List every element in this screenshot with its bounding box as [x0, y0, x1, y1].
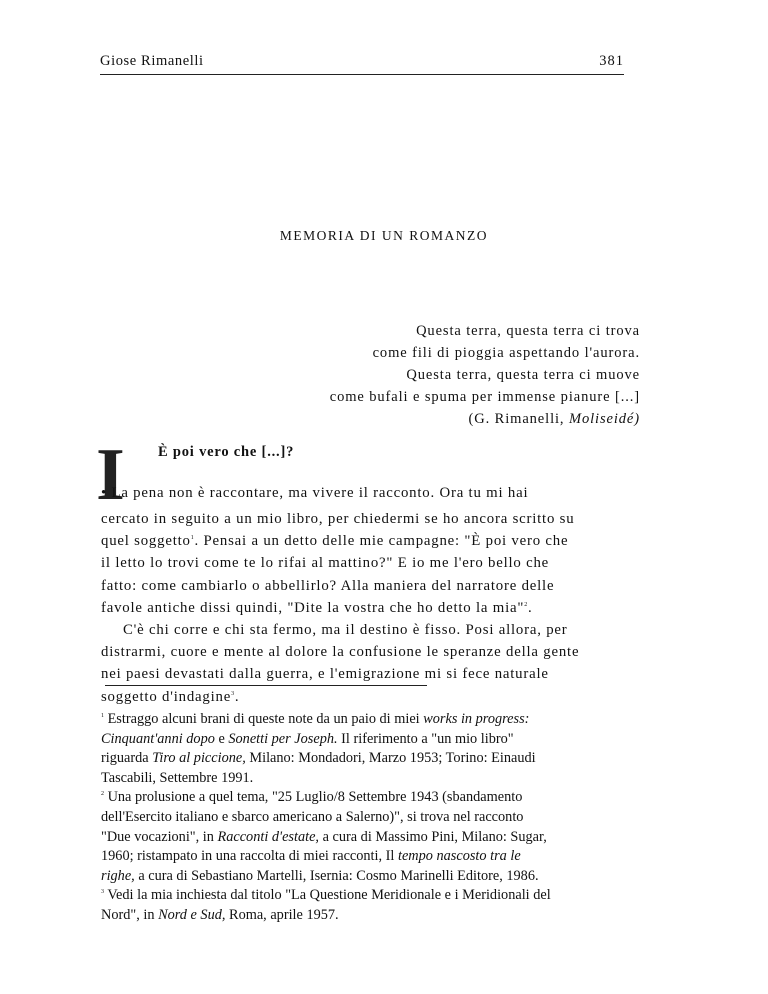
epigraph-line: Questa terra, questa terra ci muove — [406, 367, 640, 383]
footnote-italic: Racconti d'estate, — [217, 828, 320, 845]
section-heading: È poi vero che [...]? — [158, 444, 295, 460]
body-line: fatto: come cambiarlo o abbellirlo? Alla maniera del narratore delle — [101, 577, 555, 594]
footnote-line — [101, 906, 628, 926]
epigraph-attribution — [330, 408, 640, 430]
body-text-span: . — [234, 688, 240, 705]
footnote-text: Estraggo alcuni brani di queste note da un paio di miei — [104, 711, 424, 727]
footnote-text: 1960; ristampato in una raccolta di miei racconti, Il — [101, 848, 398, 865]
footnote-text: Vedi la mia inchiesta dal titolo "La Questione Meridionale e i Meridionali del — [104, 887, 551, 904]
footnote-line — [101, 788, 628, 808]
body-line — [101, 686, 637, 708]
footnote-ref[interactable]: 1 — [190, 535, 195, 542]
footnote-text: Milano: Mondadori, Marzo 1953; Torino: Einaudi — [245, 750, 536, 767]
footnote-text: Una prolusione a quel tema, "25 Luglio/8 Settembre 1943 (sbandamento — [104, 789, 523, 806]
footnote-text: "Due vocazioni", in — [101, 828, 218, 845]
footnote-line: dell'Esercito italiano e sbarco americano a Salerno)", si trova nel racconto — [101, 808, 524, 825]
footnote-text: Nord", in — [101, 906, 159, 923]
body-text-span: quel soggetto — [101, 533, 191, 550]
footnote-italic: tempo nascosto tra le — [397, 848, 521, 865]
footnote-text: Il riferimento a "un mio libro" — [337, 730, 514, 747]
epigraph-line: come bufali e spuma per immense pianure [...] — [329, 389, 640, 405]
footnote-mark: 1 — [101, 713, 104, 720]
footnote-line — [101, 886, 628, 906]
footnote-italic: Sonetti per Joseph. — [228, 730, 338, 747]
footnote-text: riguarda — [101, 750, 153, 767]
footnote-line — [101, 730, 628, 750]
body-line — [101, 597, 637, 619]
footnotes — [101, 710, 628, 926]
footnote-line — [101, 749, 628, 769]
chapter-title: MEMORIA DI UN ROMANZO — [279, 228, 489, 243]
body-text-span: . — [528, 599, 533, 616]
footnote-italic: works in progress: — [423, 711, 530, 727]
epigraph — [330, 320, 640, 430]
footnote-line — [101, 867, 628, 887]
attribution-work: Moliseidé) — [568, 411, 640, 427]
footnote-line — [101, 710, 628, 730]
body-text-span: . Pensai a un detto delle mie campagne: "È poi vero che — [194, 533, 569, 550]
body-line: cercato in seguito a un mio libro, per chiedermi se ho ancora scritto su — [101, 511, 575, 527]
footnote-line: Tascabili, Settembre 1991. — [101, 769, 254, 786]
header-author: Giose Rimanelli — [100, 53, 204, 69]
running-header — [100, 50, 624, 75]
footnote-italic: Cinquant'anni dopo — [101, 730, 215, 747]
footnote-ref[interactable]: 3 — [231, 690, 235, 697]
body-line — [101, 530, 637, 552]
footnote-rule — [105, 685, 427, 686]
footnote-mark: 3 — [101, 889, 104, 896]
footnote-text: Roma, aprile 1957. — [225, 906, 339, 923]
footnote-italic: Tiro al piccione, — [152, 750, 246, 767]
body-line: nei paesi devastati dalla guerra, e l'emigrazione mi si fece naturale — [101, 666, 549, 683]
footnote-line — [101, 847, 628, 867]
footnote-italic: righe, — [101, 867, 135, 884]
body-line: il letto lo trovi come te lo rifai al mattino?" E io me l'ero bello che — [101, 555, 550, 572]
footnote-text: a cura di Massimo Pini, Milano: Sugar, — [319, 828, 547, 845]
body-text — [101, 486, 637, 708]
body-text-span: favole antiche dissi quindi, "Dite la vostra che ho detto la mia" — [101, 599, 525, 616]
footnote-italic: Nord e Sud, — [158, 906, 226, 923]
footnote-text: a cura di Sebastiano Martelli, Isernia: Cosmo Marinelli Editore, 1986. — [134, 867, 539, 884]
drop-cap: I — [96, 434, 125, 516]
body-line: C'è chi corre e chi sta fermo, ma il destino è fisso. Posi allora, per — [123, 622, 568, 639]
attribution-author: (G. Rimanelli, — [468, 411, 569, 427]
epigraph-line: Questa terra, questa terra ci trova — [416, 323, 640, 339]
footnote-mark: 2 — [101, 791, 104, 798]
footnote-text: e — [214, 730, 229, 747]
body-line: • La pena non è raccontare, ma vivere il racconto. Ora tu mi hai — [101, 485, 529, 501]
footnote-line — [101, 828, 628, 848]
body-line: distrarmi, cuore e mente al dolore la confusione le speranze della gente — [101, 644, 580, 661]
footnote-ref[interactable]: 2 — [524, 601, 529, 608]
epigraph-line: come fili di pioggia aspettando l'aurora. — [372, 345, 640, 361]
page-number: 381 — [599, 53, 624, 69]
body-text-span: soggetto d'indagine — [101, 688, 232, 705]
